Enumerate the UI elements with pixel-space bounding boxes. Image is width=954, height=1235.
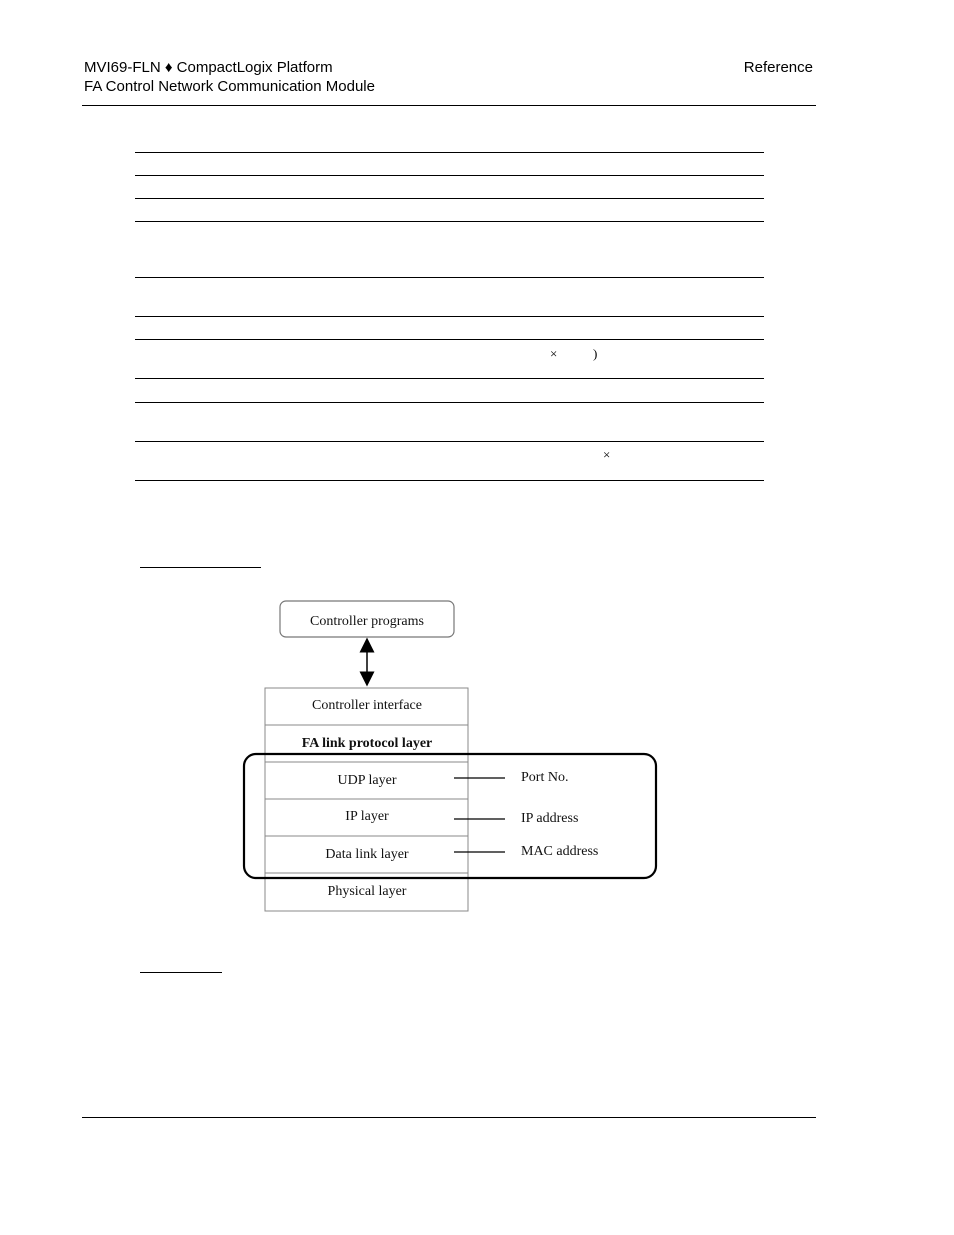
table-row-rule — [135, 441, 764, 442]
table-row-rule — [135, 480, 764, 481]
header-section: Reference — [743, 59, 813, 76]
controller-programs-label: Controller programs — [310, 614, 424, 629]
section-heading-underline — [140, 972, 222, 973]
footer-rule — [82, 1117, 816, 1118]
table-row-rule — [135, 277, 764, 278]
callout-label: Port No. — [521, 770, 569, 785]
table-mark: ) — [593, 346, 598, 361]
table-mark: × — [603, 447, 611, 462]
table-row-rule — [135, 221, 764, 222]
table-row-rule — [135, 175, 764, 176]
callout-label: MAC address — [521, 844, 599, 859]
table-mark: × — [550, 346, 558, 361]
header-module-line: FA Control Network Communication Module — [84, 78, 375, 95]
table-row-rule — [135, 316, 764, 317]
layer-label: Data link layer — [325, 847, 409, 862]
table-row-rule — [135, 198, 764, 199]
layer-label: IP layer — [345, 809, 389, 824]
header-rule — [82, 105, 816, 106]
table-row-rule — [135, 402, 764, 403]
table-row-rule — [135, 339, 764, 340]
layer-label: FA link protocol layer — [301, 736, 433, 751]
callout-label: IP address — [521, 811, 579, 826]
layer-label: UDP layer — [337, 773, 397, 788]
header-product-line: MVI69-FLN ♦ CompactLogix Platform — [84, 59, 333, 76]
section-heading-underline — [140, 567, 261, 568]
layer-label: Controller interface — [311, 698, 423, 713]
table-row-rule — [135, 152, 764, 153]
protocol-stack-diagram — [230, 585, 670, 920]
page-header-title — [84, 58, 375, 96]
table-row-rule — [135, 378, 764, 379]
layer-label: Physical layer — [327, 884, 407, 899]
